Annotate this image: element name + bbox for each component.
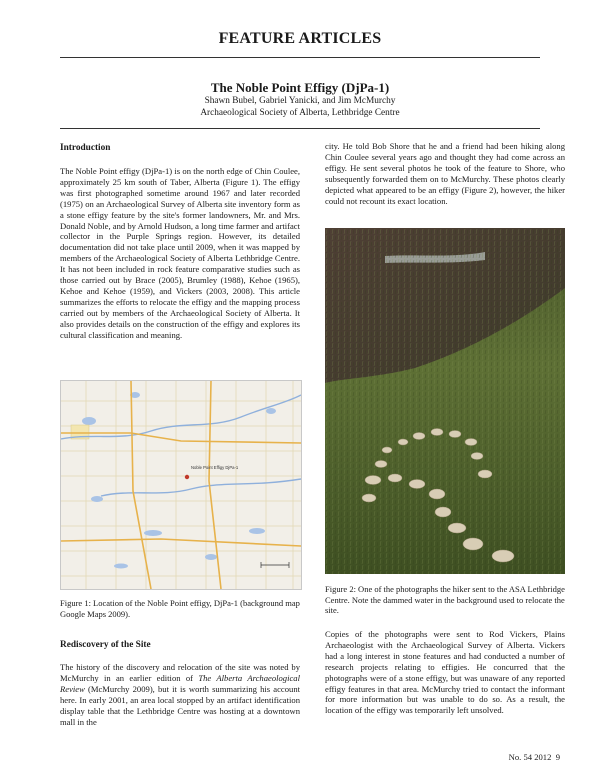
introduction-heading: Introduction bbox=[60, 143, 111, 153]
effigy-location-marker bbox=[185, 475, 189, 479]
figure2-photo bbox=[325, 228, 565, 574]
introduction-text: The Noble Point effigy (DjPa-1) is on the north edge of Chin Coulee, approximately 25 km south of Taber, Alberta (Figure 1). The effigy was first photographed sometime around 1967 and later recorded (1975) on an Archaeological Survey of Alberta site inventory form as a stone effigy feature by the site's former landowners, Mr. and Mrs. Donald Noble, and by Arnold Hudson, a long time farmer and artifact collector in the Purple Springs region. However, its detailed documentation did not take place until 2009, when it was mapped by members of the Archaeological Society of Alberta Lethbridge Centre. It has not been included in rock feature comparative studies such as those carried out by Brace (2005), Brumley (1988), Kehoe (1965), Kehoe and Kehoe (1959), and Vickers (2003, 2008). This article summarizes the efforts to relocate the effigy and the mapping process carried out by members of the Archaeological Society of Alberta. It also provides details on the construction of the effigy and explores its cultural classification and meaning. bbox=[60, 166, 300, 340]
top-rule bbox=[60, 57, 540, 58]
page-number: 9 bbox=[555, 752, 560, 762]
article-authors: Shawn Bubel, Gabriel Yanicki, and Jim McMurchy bbox=[204, 96, 396, 106]
section-header: FEATURE ARTICLES bbox=[218, 30, 382, 47]
journal-title: The Alberta Archaeological Review bbox=[60, 672, 300, 694]
effigy-marker-label: Noble Point Effigy DjPa-1 bbox=[191, 465, 239, 470]
rediscovery-text bbox=[60, 662, 300, 727]
article-affiliation: Archaeological Society of Alberta, Lethbridge Centre bbox=[200, 108, 400, 118]
right-column-text-top: city. He told Bob Shore that he and a friend had been hiking along Chin Coulee several years ago and thought they had come across an effigy. He sent several photos he took of the feature to Shore, who subsequently forwarded them on to McMurchy. These photos clearly depicted what appeared to be an effigy (Figure 2), however, the hiker could not recount its exact location. bbox=[325, 141, 565, 206]
figure2-caption: Figure 2: One of the photographs the hiker sent to the ASA Lethbridge Centre. Note the dammed water in the background used to relocate the site. bbox=[325, 584, 565, 615]
figure1-caption: Figure 1: Location of the Noble Point effigy, DjPa-1 (background map Google Maps 2009). bbox=[60, 598, 300, 619]
page-footer bbox=[509, 752, 560, 762]
rediscovery-heading: Rediscovery of the Site bbox=[60, 640, 151, 650]
article-title: The Noble Point Effigy (DjPa-1) bbox=[210, 80, 390, 95]
map-graphic bbox=[61, 381, 301, 589]
right-column-text-bottom: Copies of the photographs were sent to Rod Vickers, Plains Archaeologist with the Archaeological Survey of Alberta. Vickers had a long interest in stone features and had conducted a number of research projects relating to effigies. He concurred that the photographs were of a stone effigy, but was unaware of any reported effigy features in that area. McMurchy tried to contact the informant for more information but was unable to do so. As a result, the location of the effigy was temporarily left unsolved. bbox=[325, 629, 565, 716]
rediscovery-text-before: The history of the discovery and relocation of the site was noted by McMurchy in an earlier edition of bbox=[60, 662, 300, 683]
figure1-map bbox=[60, 380, 302, 590]
title-rule bbox=[60, 128, 540, 129]
rediscovery-text-after: (McMurchy 2009), but it is worth summarizing his account here. In early 2001, an area local stopped by an artifact identification display table that the Lethbridge Centre was hosting at a downtown mall in the bbox=[60, 683, 300, 727]
photo-graphic bbox=[325, 228, 565, 574]
issue-number: No. 54 2012 bbox=[508, 752, 552, 762]
